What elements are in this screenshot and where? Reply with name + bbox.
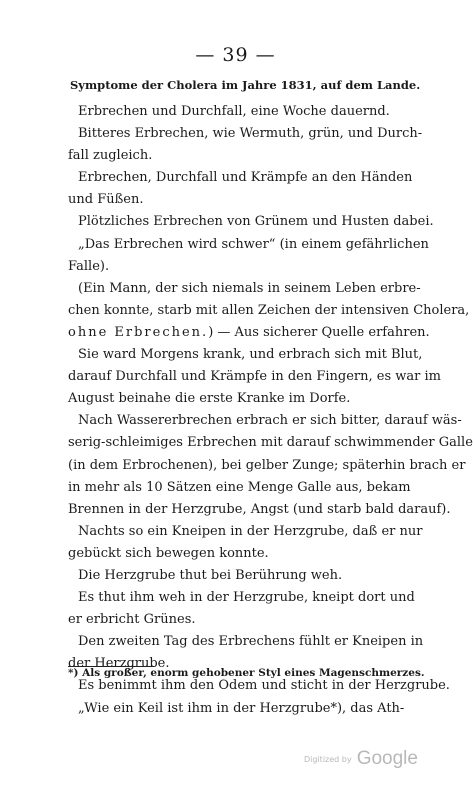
text-line: fall zugleich. — [68, 148, 153, 164]
text-line: August beinahe die erste Kranke im Dorfe. — [68, 391, 351, 407]
text-line: Es benimmt ihm den Odem und sticht in der Herzgrube. — [78, 678, 450, 694]
text-line: ohne Erbrechen.) — Aus sicherer Quelle erfahren. — [68, 324, 430, 340]
watermark-small-text: Digitized by — [304, 755, 352, 764]
emphasized-text: ohne Erbrechen. — [68, 324, 209, 340]
watermark-logo-text: Google — [356, 748, 418, 769]
body-text — [68, 101, 473, 720]
text-line: „Das Erbrechen wird schwer“ (in einem gefährlichen — [78, 236, 429, 252]
text-line: Die Herzgrube thut bei Berührung weh. — [78, 567, 343, 583]
text-line: gebückt sich bewegen konnte. — [68, 545, 269, 561]
text-line: Plötzliches Erbrechen von Grünem und Husten dabei. — [78, 214, 434, 230]
text-line: Sie ward Morgens krank, und erbrach sich mit Blut, — [78, 347, 423, 363]
text-line: in mehr als 10 Sätzen eine Menge Galle aus, bekam — [68, 479, 411, 495]
text-line: Brennen in der Herzgrube, Angst (und starb bald darauf). — [68, 501, 451, 517]
text-line: (in dem Erbrochenen), bei gelber Zunge; späterhin brach er — [68, 457, 466, 473]
text-line: (Ein Mann, der sich niemals in seinem Leben erbre- — [78, 280, 421, 296]
text-line: der Herzgrube. — [68, 656, 170, 672]
digitized-by-google-watermark — [304, 748, 418, 770]
footnote: *) Als großer, enorm gehobener Styl eines Magenschmerzes. — [68, 667, 425, 679]
text-line: und Füßen. — [68, 192, 144, 208]
text-line: Es thut ihm weh in der Herzgrube, kneipt dort und — [78, 590, 415, 606]
text-line: Den zweiten Tag des Erbrechens fühlt er Kneipen in — [78, 634, 424, 650]
text-line: „Wie ein Keil ist ihm in der Herzgrube*), das Ath- — [78, 700, 405, 716]
text-line: darauf Durchfall und Krämpfe in den Fingern, es war im — [68, 369, 441, 385]
text-line: Nachts so ein Kneipen in der Herzgrube, daß er nur — [78, 523, 423, 539]
text-line: Falle). — [68, 258, 110, 274]
text-line: chen konnte, starb mit allen Zeichen der intensiven Cholera, — [68, 302, 470, 318]
section-heading: Symptome der Cholera im Jahre 1831, auf dem Lande. — [70, 78, 421, 92]
text-line: Erbrechen und Durchfall, eine Woche dauernd. — [78, 104, 390, 119]
text-line: er erbricht Grünes. — [68, 612, 196, 628]
page-number: — 39 — — [195, 44, 276, 66]
text-line: Nach Wassererbrechen erbrach er sich bitter, darauf wäs- — [78, 413, 462, 429]
text-line: serig-schleimiges Erbrechen mit darauf schwimmender Galle — [68, 435, 473, 451]
text-line: Erbrechen, Durchfall und Krämpfe an den Händen — [78, 170, 413, 186]
text-line: Bitteres Erbrechen, wie Wermuth, grün, und Durch- — [78, 126, 423, 142]
